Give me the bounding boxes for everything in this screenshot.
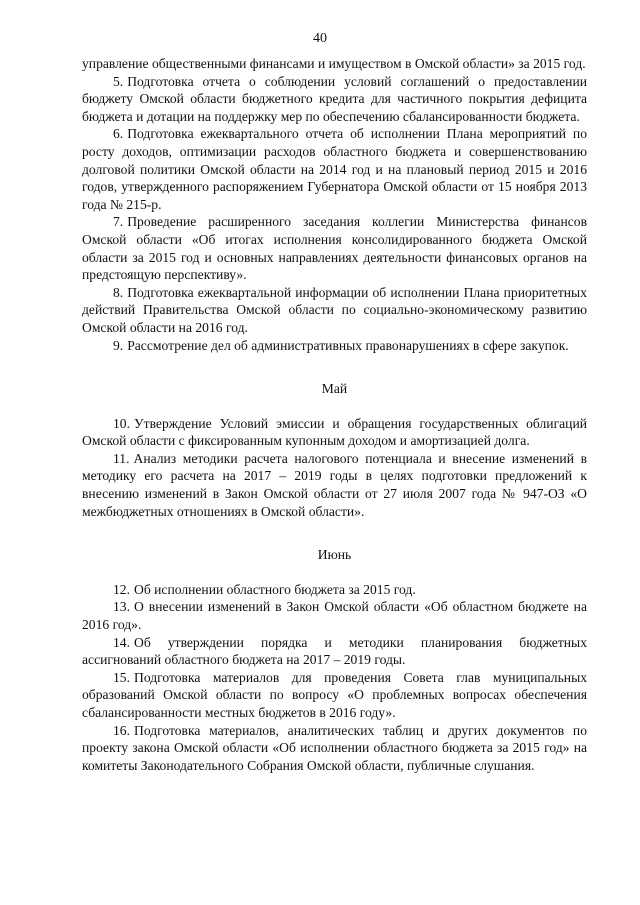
item-text: Проведение расширенного заседания коллегии Министерства финансов Омской области «Об итогах исполнения консолидированного бюджета Омской области за 2015 год и основных направлениях деятельности финансовых органов на предстоящую перспективу». <box>82 214 587 283</box>
list-item <box>82 722 587 775</box>
list-item <box>82 634 587 669</box>
item-text: Подготовка ежеквартальной информации об исполнении Плана приоритетных действий Правительства Омской области по социально-экономическому развитию Омской области на 2016 год. <box>82 284 587 335</box>
page-number: 40 <box>313 31 327 46</box>
items-june-section <box>82 581 587 775</box>
item-number: 10. <box>113 415 130 431</box>
item-number: 14. <box>113 634 130 650</box>
continuation-paragraph: управление общественными финансами и имуществом в Омской области» за 2015 год. <box>82 56 586 71</box>
list-item <box>82 598 587 633</box>
list-item <box>82 284 587 337</box>
list-item <box>82 669 587 722</box>
section-spacer <box>82 354 587 380</box>
section-spacer <box>82 564 587 581</box>
list-item <box>82 73 587 126</box>
list-item <box>82 337 587 355</box>
item-text: Утверждение Условий эмиссии и обращения государственных облигаций Омской области с фиксированным купонным доходом и амортизацией долга. <box>82 415 587 449</box>
month-heading-june: Июнь <box>317 547 352 563</box>
item-text: Об утверждении порядка и методики планирования бюджетных ассигнований областного бюджета на 2017 – 2019 годы. <box>82 634 587 668</box>
item-text: Об исполнении областного бюджета за 2015 год. <box>134 581 416 597</box>
item-text: Рассмотрение дел об административных правонарушениях в сфере закупок. <box>127 337 569 353</box>
section-spacer <box>82 520 587 546</box>
item-number: 7. <box>113 214 124 230</box>
item-number: 9. <box>113 337 124 353</box>
item-number: 11. <box>113 450 130 466</box>
item-number: 15. <box>113 669 130 685</box>
item-text: Подготовка отчета о соблюдении условий соглашений о предоставлении бюджету Омской области бюджетного кредита для частичного покрытия дефицита бюджета и дотации на поддержку мер по обеспечению сбалансированности бюджета. <box>82 73 587 124</box>
section-spacer <box>82 398 587 415</box>
item-number: 8. <box>113 284 124 300</box>
item-text: Анализ методики расчета налогового потенциала и внесение изменений в методику его расчета на 2017 – 2019 годы в целях подготовки предложений к внесению изменений в Закон Омской области от 27 июля 2007 года № 947-ОЗ «О межбюджетных отношениях в Омской области». <box>82 450 587 519</box>
list-item <box>82 213 587 283</box>
list-item <box>82 581 587 599</box>
item-text: Подготовка ежеквартального отчета об исполнении Плана мероприятий по росту доходов, оптимизации расходов областного бюджета и совершенствованию долговой политики Омской области на 2014 год и на плановый период 2015 и 2016 годов, утвержденного распоряжением Губернатора Омской области от 15 ноября 2013 года № 215-р. <box>82 126 587 212</box>
list-item <box>82 415 587 450</box>
item-text: Подготовка материалов для проведения Совета глав муниципальных образований Омской области по вопросу «О проблемных вопросах обеспечения сбалансированности местных бюджетов в 2016 году». <box>82 669 587 720</box>
item-number: 16. <box>113 722 130 738</box>
item-number: 13. <box>113 599 130 615</box>
document-body <box>82 55 587 774</box>
list-item <box>82 125 587 213</box>
list-item <box>82 450 587 520</box>
item-text: О внесении изменений в Закон Омской области «Об областном бюджете на 2016 год». <box>82 599 587 633</box>
month-heading-may: Май <box>321 381 348 397</box>
item-number: 12. <box>113 581 130 597</box>
item-number: 5. <box>113 73 124 89</box>
item-number: 6. <box>113 126 124 142</box>
items-april-section <box>82 73 587 355</box>
item-text: Подготовка материалов, аналитических таблиц и других документов по проекту закона Омской области «Об исполнении областного бюджета за 2015 год» на комитеты Законодательного Собрания Омской области, публичные слушания. <box>82 722 587 773</box>
items-may-section <box>82 415 587 521</box>
